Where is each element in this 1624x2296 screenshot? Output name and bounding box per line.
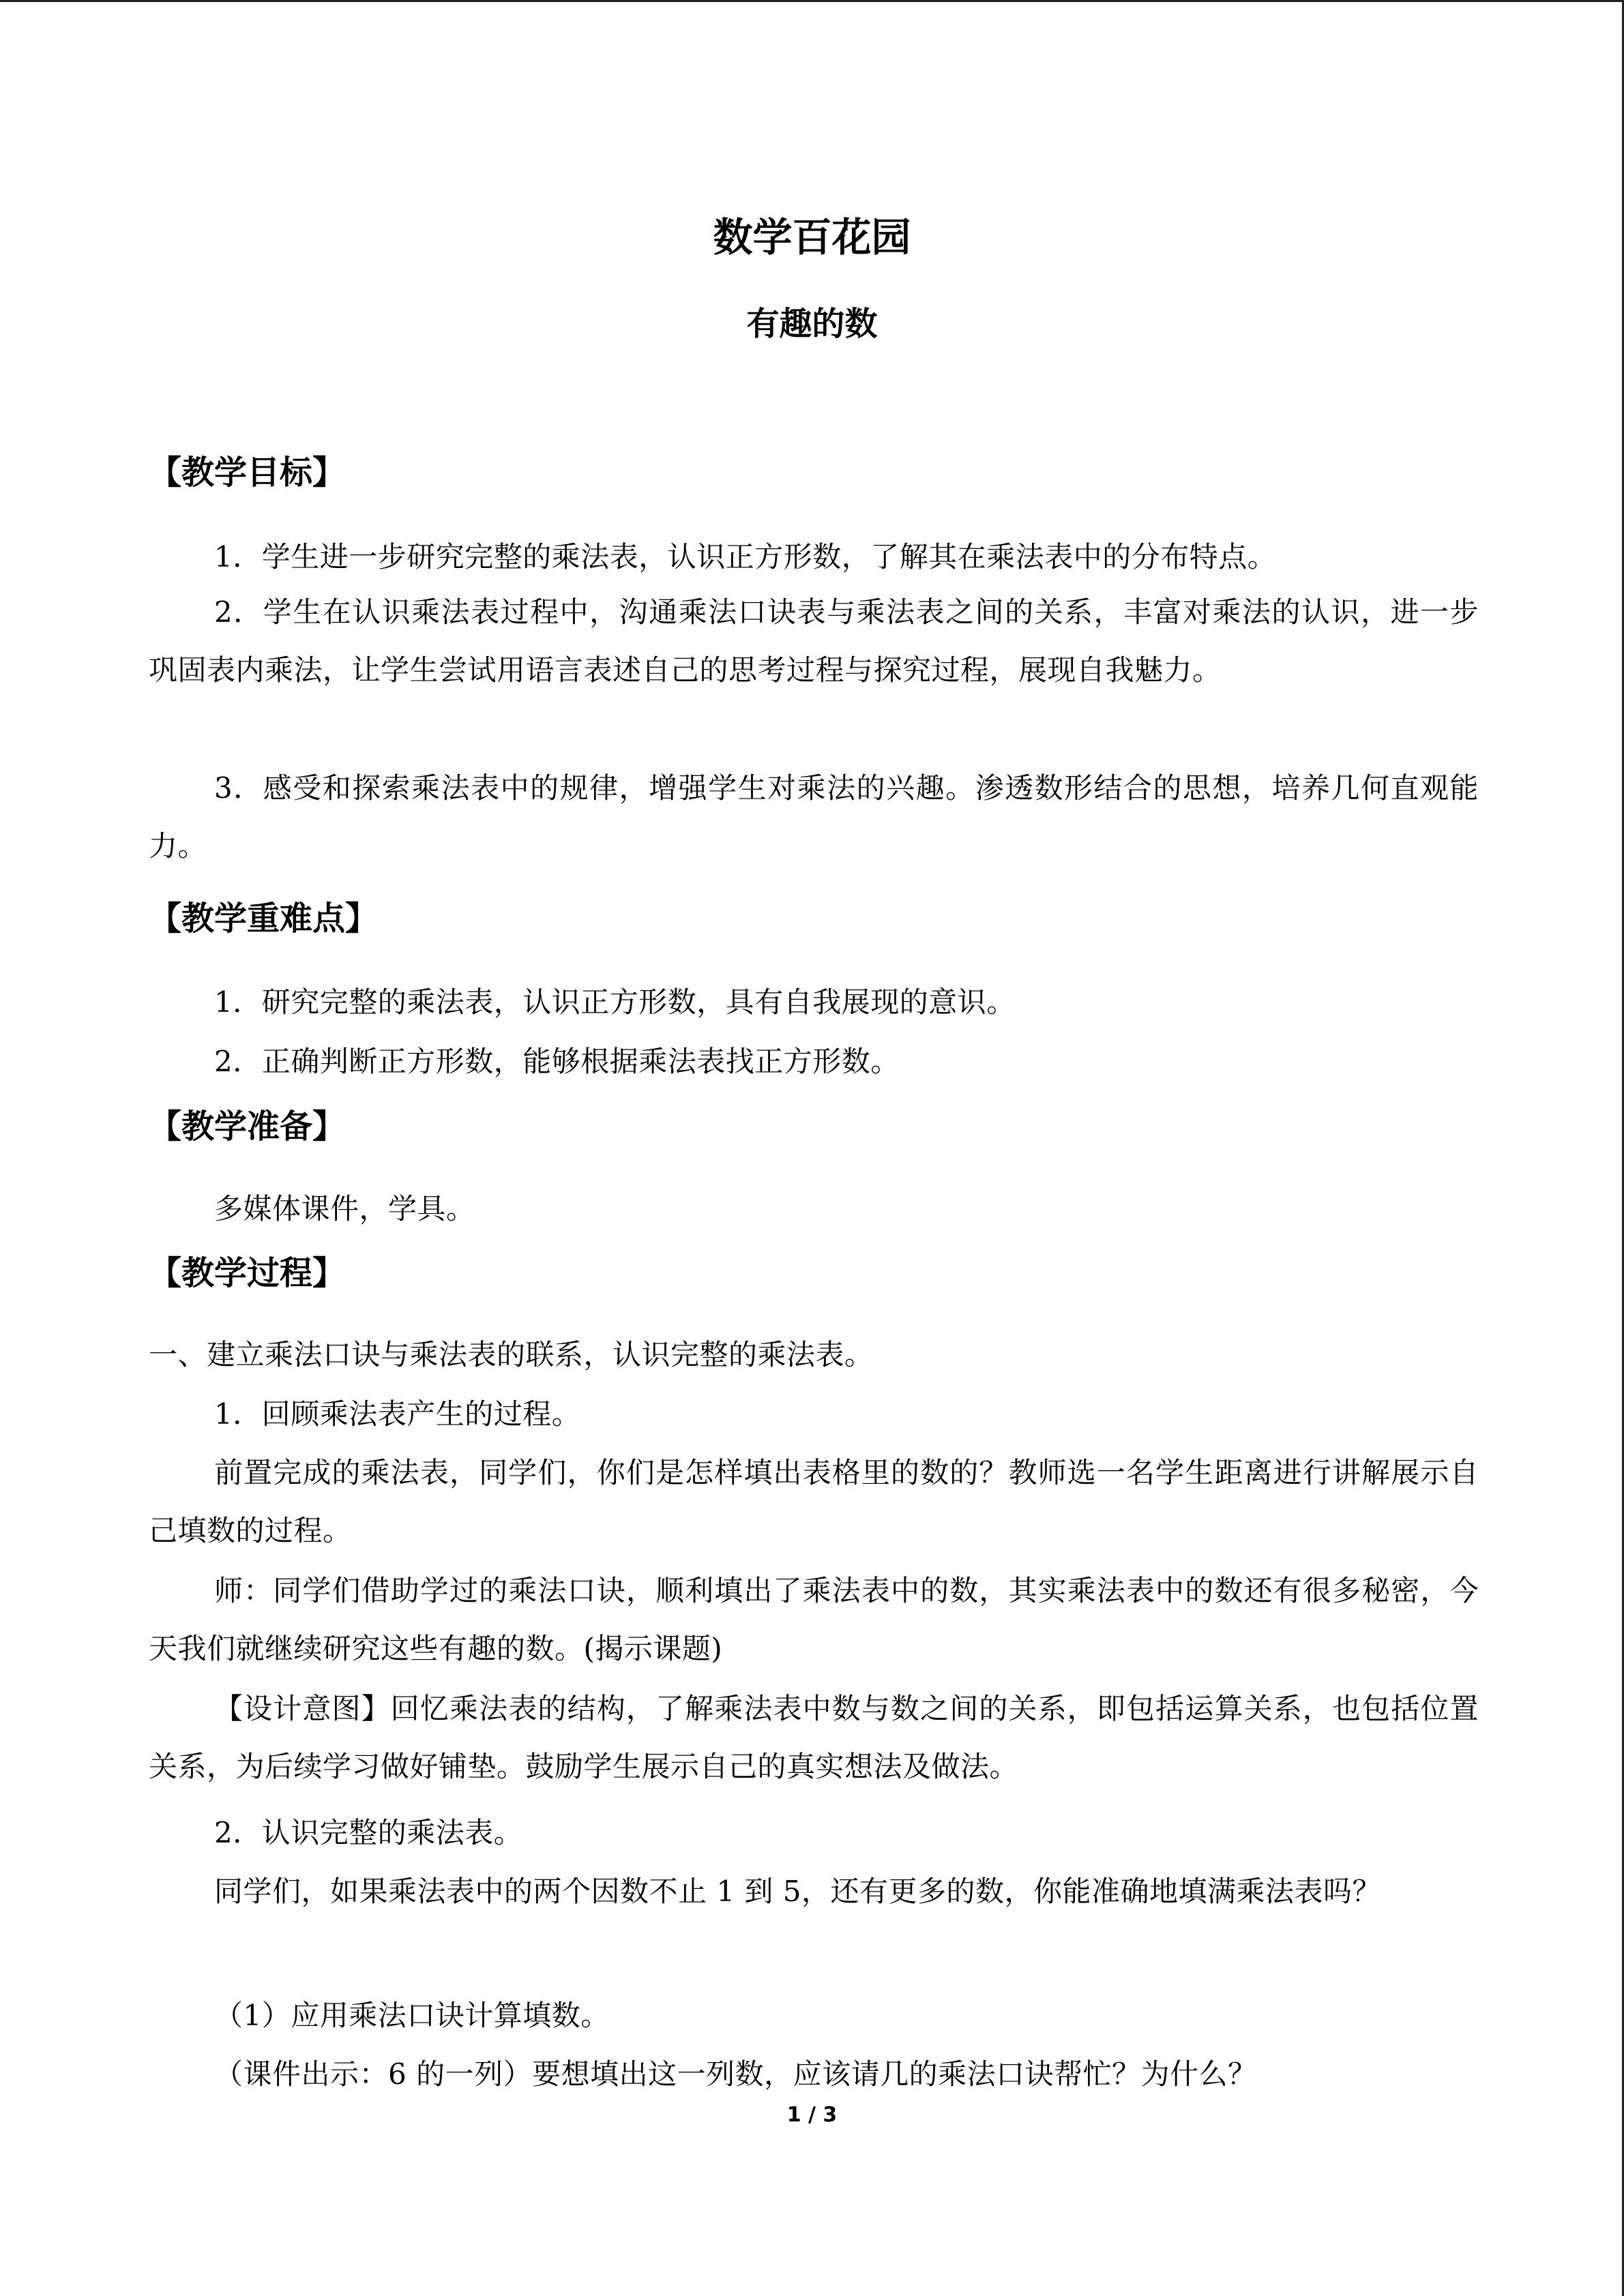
design-intent-text: 【设计意图】回忆乘法表的结构，了解乘法表中数与数之间的关系，即包括运算关系，也包括位置关系，为后续学习做好铺垫。鼓励学生展示自己的真实想法及做法。 [149,1692,1479,1783]
objective-item-1: 1．学生进一步研究完整的乘法表，认识正方形数，了解其在乘法表中的分布特点。 [214,540,1277,573]
page-border-top [0,0,1624,2]
courseware-text: （课件出示：6 的一列）要想填出这一列数，应该请几的乘法口诀帮忙？为什么？ [214,2057,1257,2091]
document-title: 数学百花园 [713,214,911,260]
objectives-heading: 【教学目标】 [149,453,346,492]
preparation-heading: 【教学准备】 [149,1107,346,1146]
key-point-item-2: 2．正确判断正方形数，能够根据乘法表找正方形数。 [214,1045,900,1078]
page-number: 1 / 3 [786,2103,838,2127]
objective-item-2: 2．学生在认识乘法表过程中，沟通乘法口诀表与乘法表之间的关系，丰富对乘法的认识，进一步巩固表内乘法，让学生尝试用语言表述自己的思考过程与探究过程，展现自我魅力。 [149,595,1479,687]
objective-item-3: 3．感受和探索乘法表中的规律，增强学生对乘法的兴趣。渗透数形结合的思想，培养几何直观能力。 [149,771,1479,863]
process-step-1-title: 一、建立乘法口诀与乘法表的联系，认识完整的乘法表。 [149,1338,874,1371]
review-title: 1．回顾乘法表产生的过程。 [214,1397,581,1431]
teacher-text: 师：同学们借助学过的乘法口诀，顺利填出了乘法表中的数，其实乘法表中的数还有很多秘密，今天我们就继续研究这些有趣的数。(揭示课题) [149,1574,1479,1665]
key-points-heading: 【教学重难点】 [149,899,379,938]
know-table-title: 2．认识完整的乘法表。 [214,1816,523,1849]
process-heading: 【教学过程】 [149,1254,346,1292]
apply-title: （1）应用乘法口诀计算填数。 [214,1999,610,2032]
know-table-text: 同学们，如果乘法表中的两个因数不止 1 到 5，还有更多的数，你能准确地填满乘法表吗？ [214,1875,1381,1908]
preparation-text: 多媒体课件，学具。 [214,1192,475,1225]
document-subtitle: 有趣的数 [746,305,878,343]
review-text: 前置完成的乘法表，同学们，你们是怎样填出表格里的数的？教师选一名学生距离进行讲解展示自己填数的过程。 [149,1456,1479,1547]
key-point-item-1: 1．研究完整的乘法表，认识正方形数，具有自我展现的意识。 [214,985,1016,1019]
